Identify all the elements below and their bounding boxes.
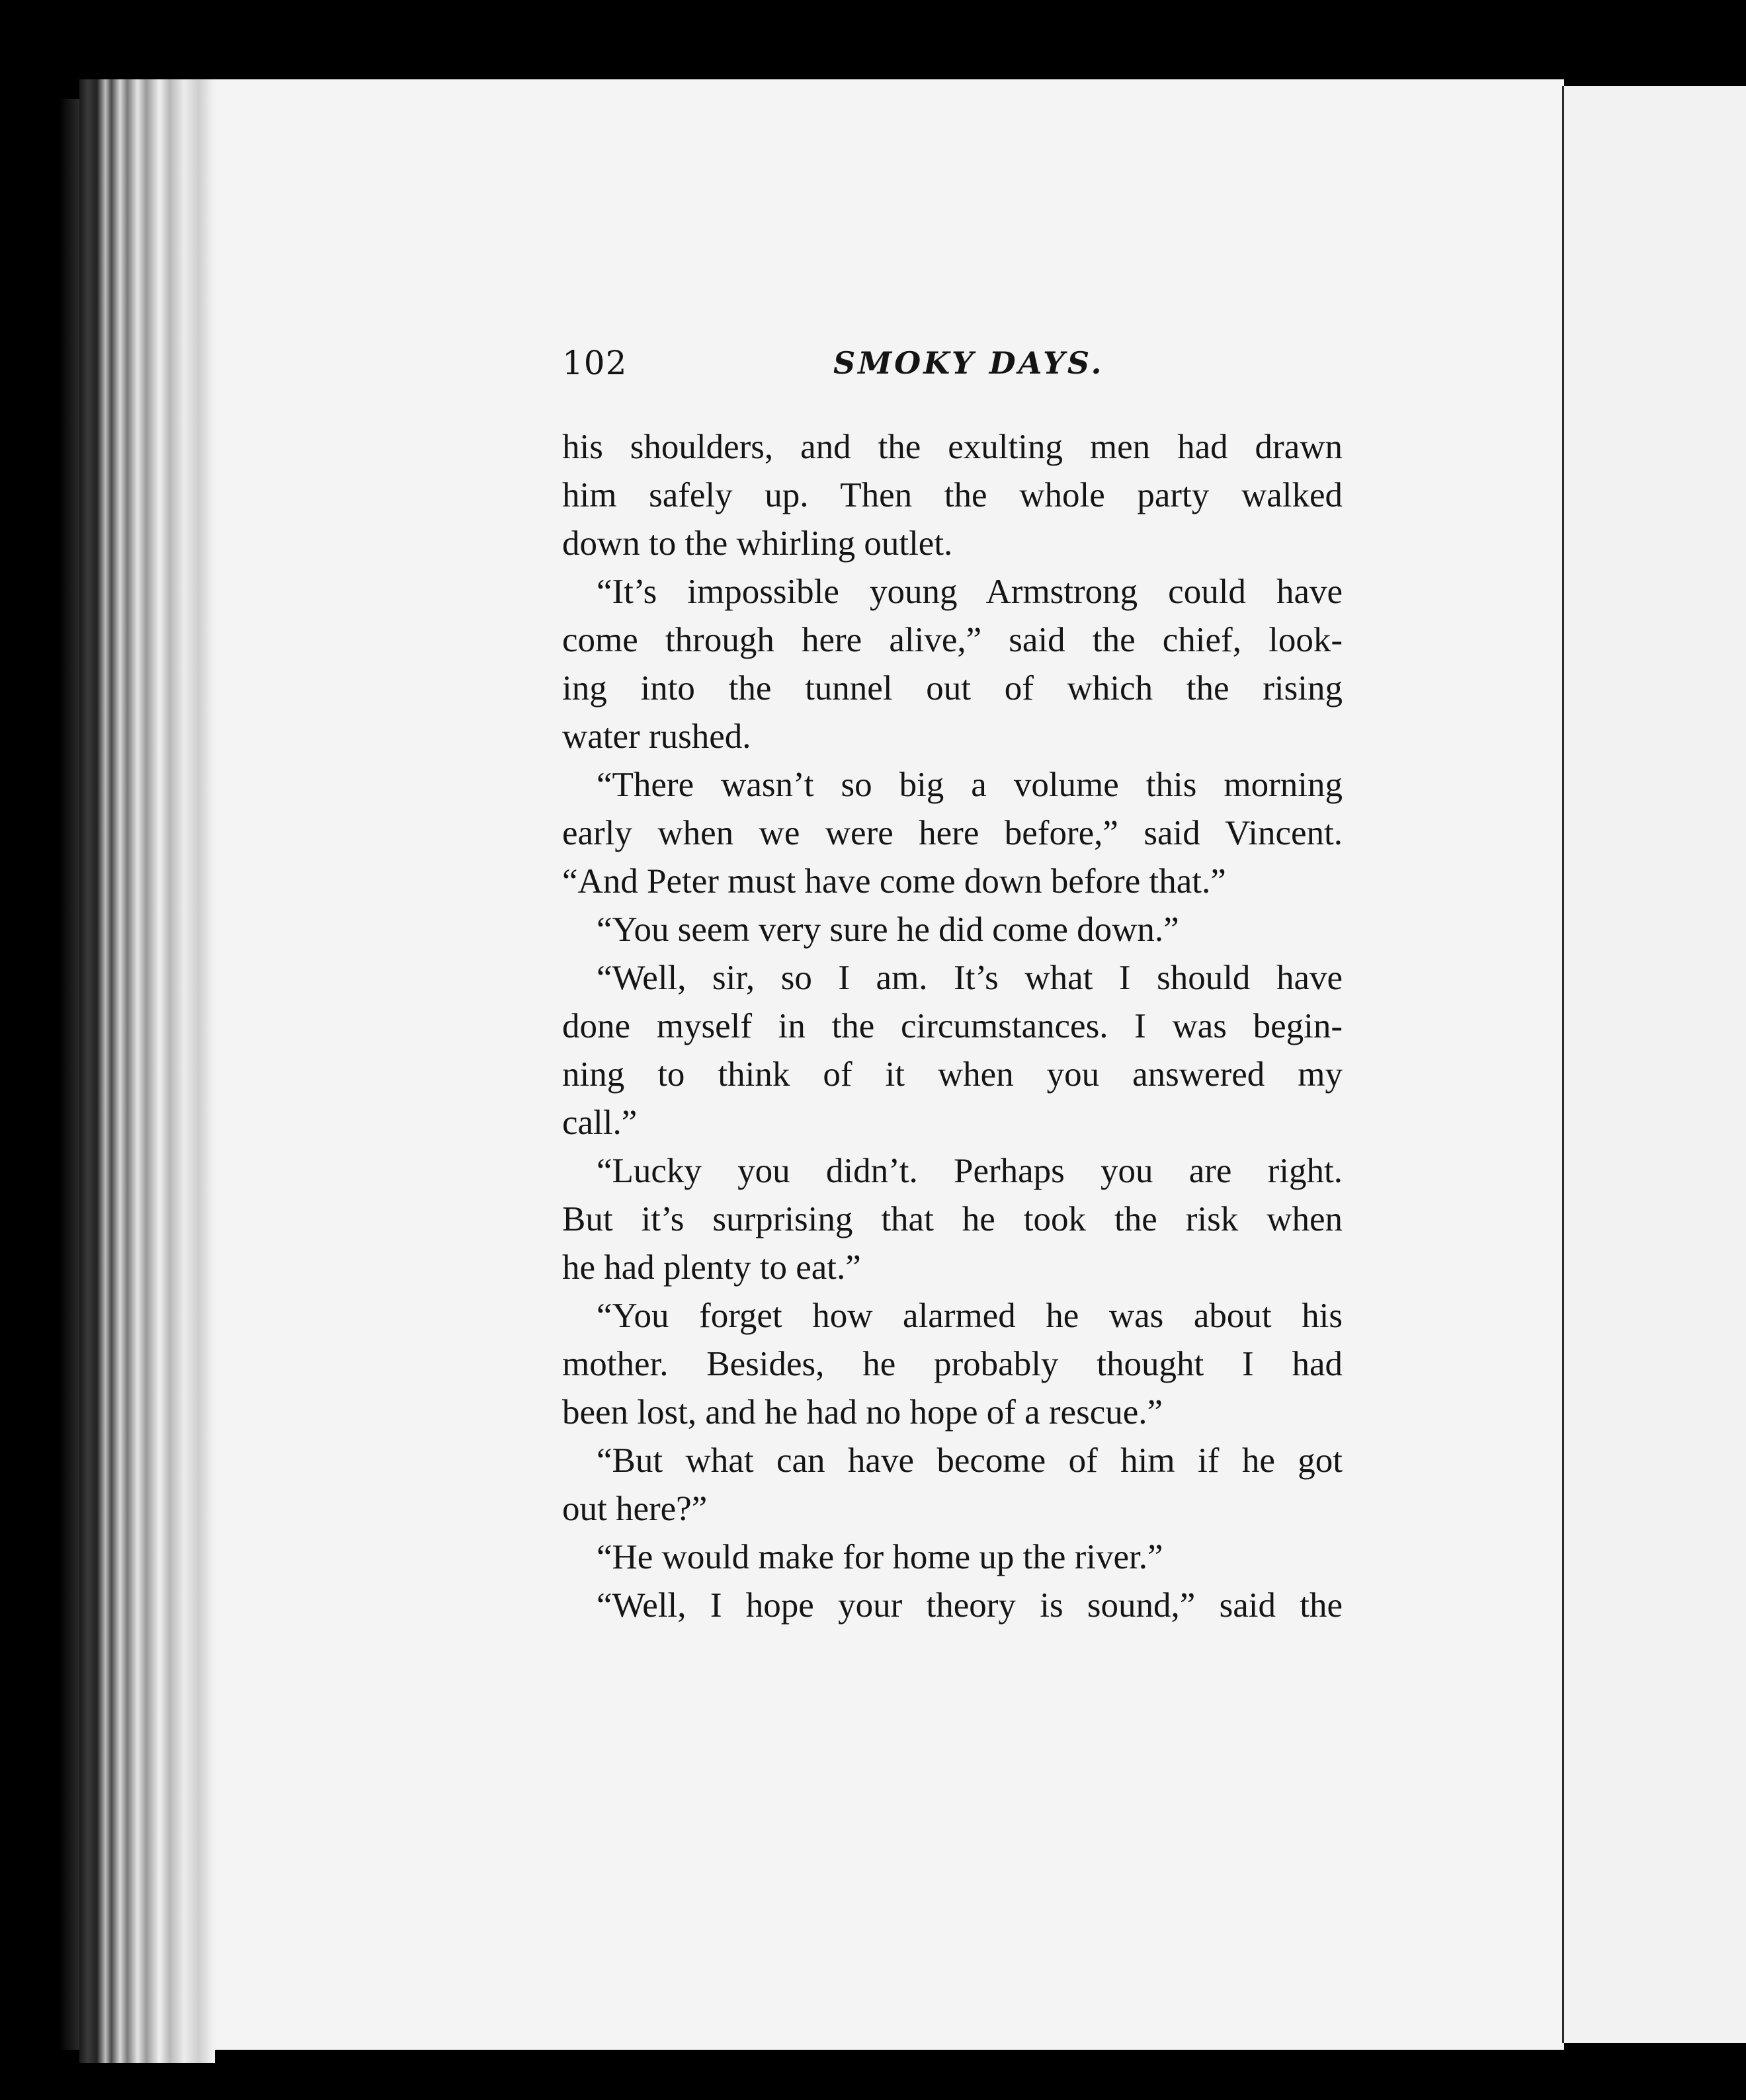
body-text [562, 423, 1343, 1630]
text-line: “And Peter must have come down before that.” [562, 862, 1226, 901]
text-line: he had plenty to eat.” [562, 1248, 861, 1287]
text-line: “Well, I hope your theory is sound,” said the [597, 1586, 1343, 1625]
text-line: been lost, and he had no hope of a rescue.” [562, 1393, 1163, 1432]
text-line: done myself in the circumstances. I was begin- [562, 1007, 1343, 1045]
text-line: “Lucky you didn’t. Perhaps you are right. [597, 1152, 1343, 1190]
text-line: water rushed. [562, 717, 751, 756]
text-line: early when we were here before,” said Vincent. [562, 814, 1343, 852]
running-header [562, 344, 1343, 397]
text-line: “Well, sir, so I am. It’s what I should have [597, 959, 1343, 997]
text-line: ing into the tunnel out of which the rising [562, 669, 1343, 707]
text-line: him safely up. Then the whole party walked [562, 476, 1343, 514]
text-line: come through here alive,” said the chief, look- [562, 621, 1343, 659]
scan-border [215, 2050, 1746, 2100]
text-line: But it’s surprising that he took the risk when [562, 1200, 1343, 1238]
text-line: his shoulders, and the exulting men had drawn [562, 428, 1343, 466]
text-line: “It’s impossible young Armstrong could have [597, 573, 1343, 611]
page-edge-stack [79, 79, 225, 2063]
running-title: SMOKY DAYS. [833, 345, 1104, 381]
text-line: “But what can have become of him if he got [597, 1441, 1343, 1480]
page-number: 102 [562, 344, 628, 382]
facing-page-edge [1564, 86, 1746, 2043]
text-line: “There wasn’t so big a volume this morning [597, 766, 1343, 804]
text-line: ning to think of it when you answered my [562, 1055, 1343, 1094]
text-line: “He would make for home up the river.” [597, 1538, 1163, 1576]
text-line: “You forget how alarmed he was about his [597, 1297, 1343, 1335]
text-line: down to the whirling outlet. [562, 524, 953, 563]
text-line: “You seem very sure he did come down.” [597, 910, 1179, 949]
text-line: mother. Besides, he probably thought I had [562, 1345, 1343, 1383]
text-line: call.” [562, 1104, 638, 1142]
text-line: out here?” [562, 1490, 708, 1528]
